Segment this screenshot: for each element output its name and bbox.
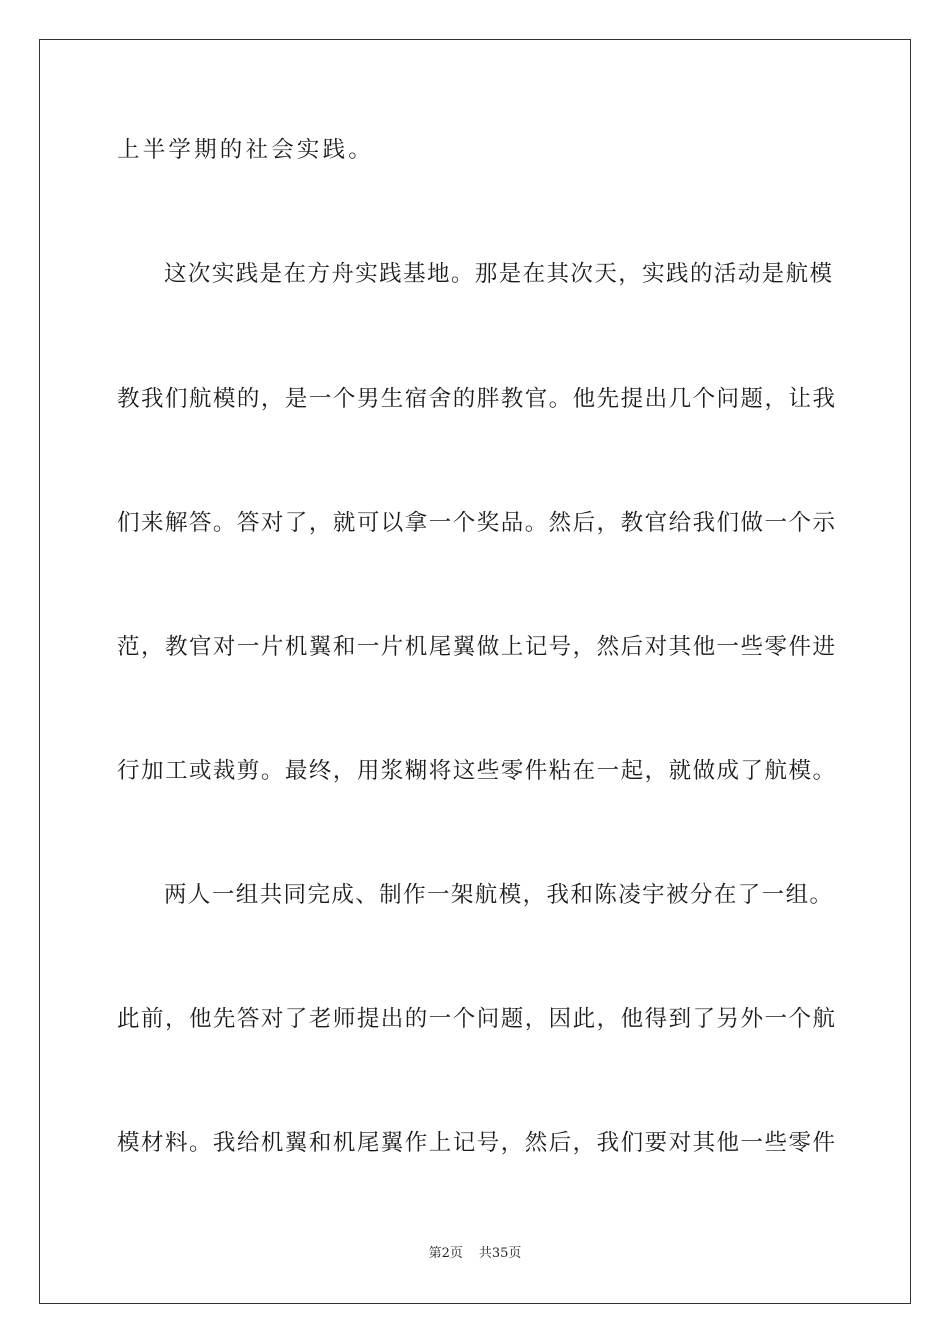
text-line-9: 模材料。我给机翼和机尾翼作上记号，然后，我们要对其他一些零件 <box>117 1130 835 1156</box>
page-footer <box>0 1245 950 1263</box>
page-border <box>39 39 911 1304</box>
text-line-2: 这次实践是在方舟实践基地。那是在其次天，实践的活动是航模 <box>164 261 832 287</box>
text-line-5: 范，教官对一片机翼和一片机尾翼做上记号，然后对其他一些零件进 <box>117 634 835 660</box>
text-line-3: 教我们航模的，是一个男生宿舍的胖教官。他先提出几个问题，让我 <box>117 386 835 412</box>
page-total: 共35页 <box>478 1246 522 1261</box>
text-line-1: 上半学期的社会实践。 <box>117 137 375 163</box>
text-line-8: 此前，他先答对了老师提出的一个问题，因此，他得到了另外一个航 <box>117 1006 835 1032</box>
text-line-6: 行加工或裁剪。最终，用浆糊将这些零件粘在一起，就做成了航模。 <box>117 758 835 784</box>
text-line-4: 们来解答。答对了，就可以拿一个奖品。然后，教官给我们做一个示 <box>117 510 835 536</box>
text-line-7: 两人一组共同完成、制作一架航模，我和陈凌宇被分在了一组。 <box>164 882 832 908</box>
page-number: 第2页 <box>428 1246 463 1261</box>
